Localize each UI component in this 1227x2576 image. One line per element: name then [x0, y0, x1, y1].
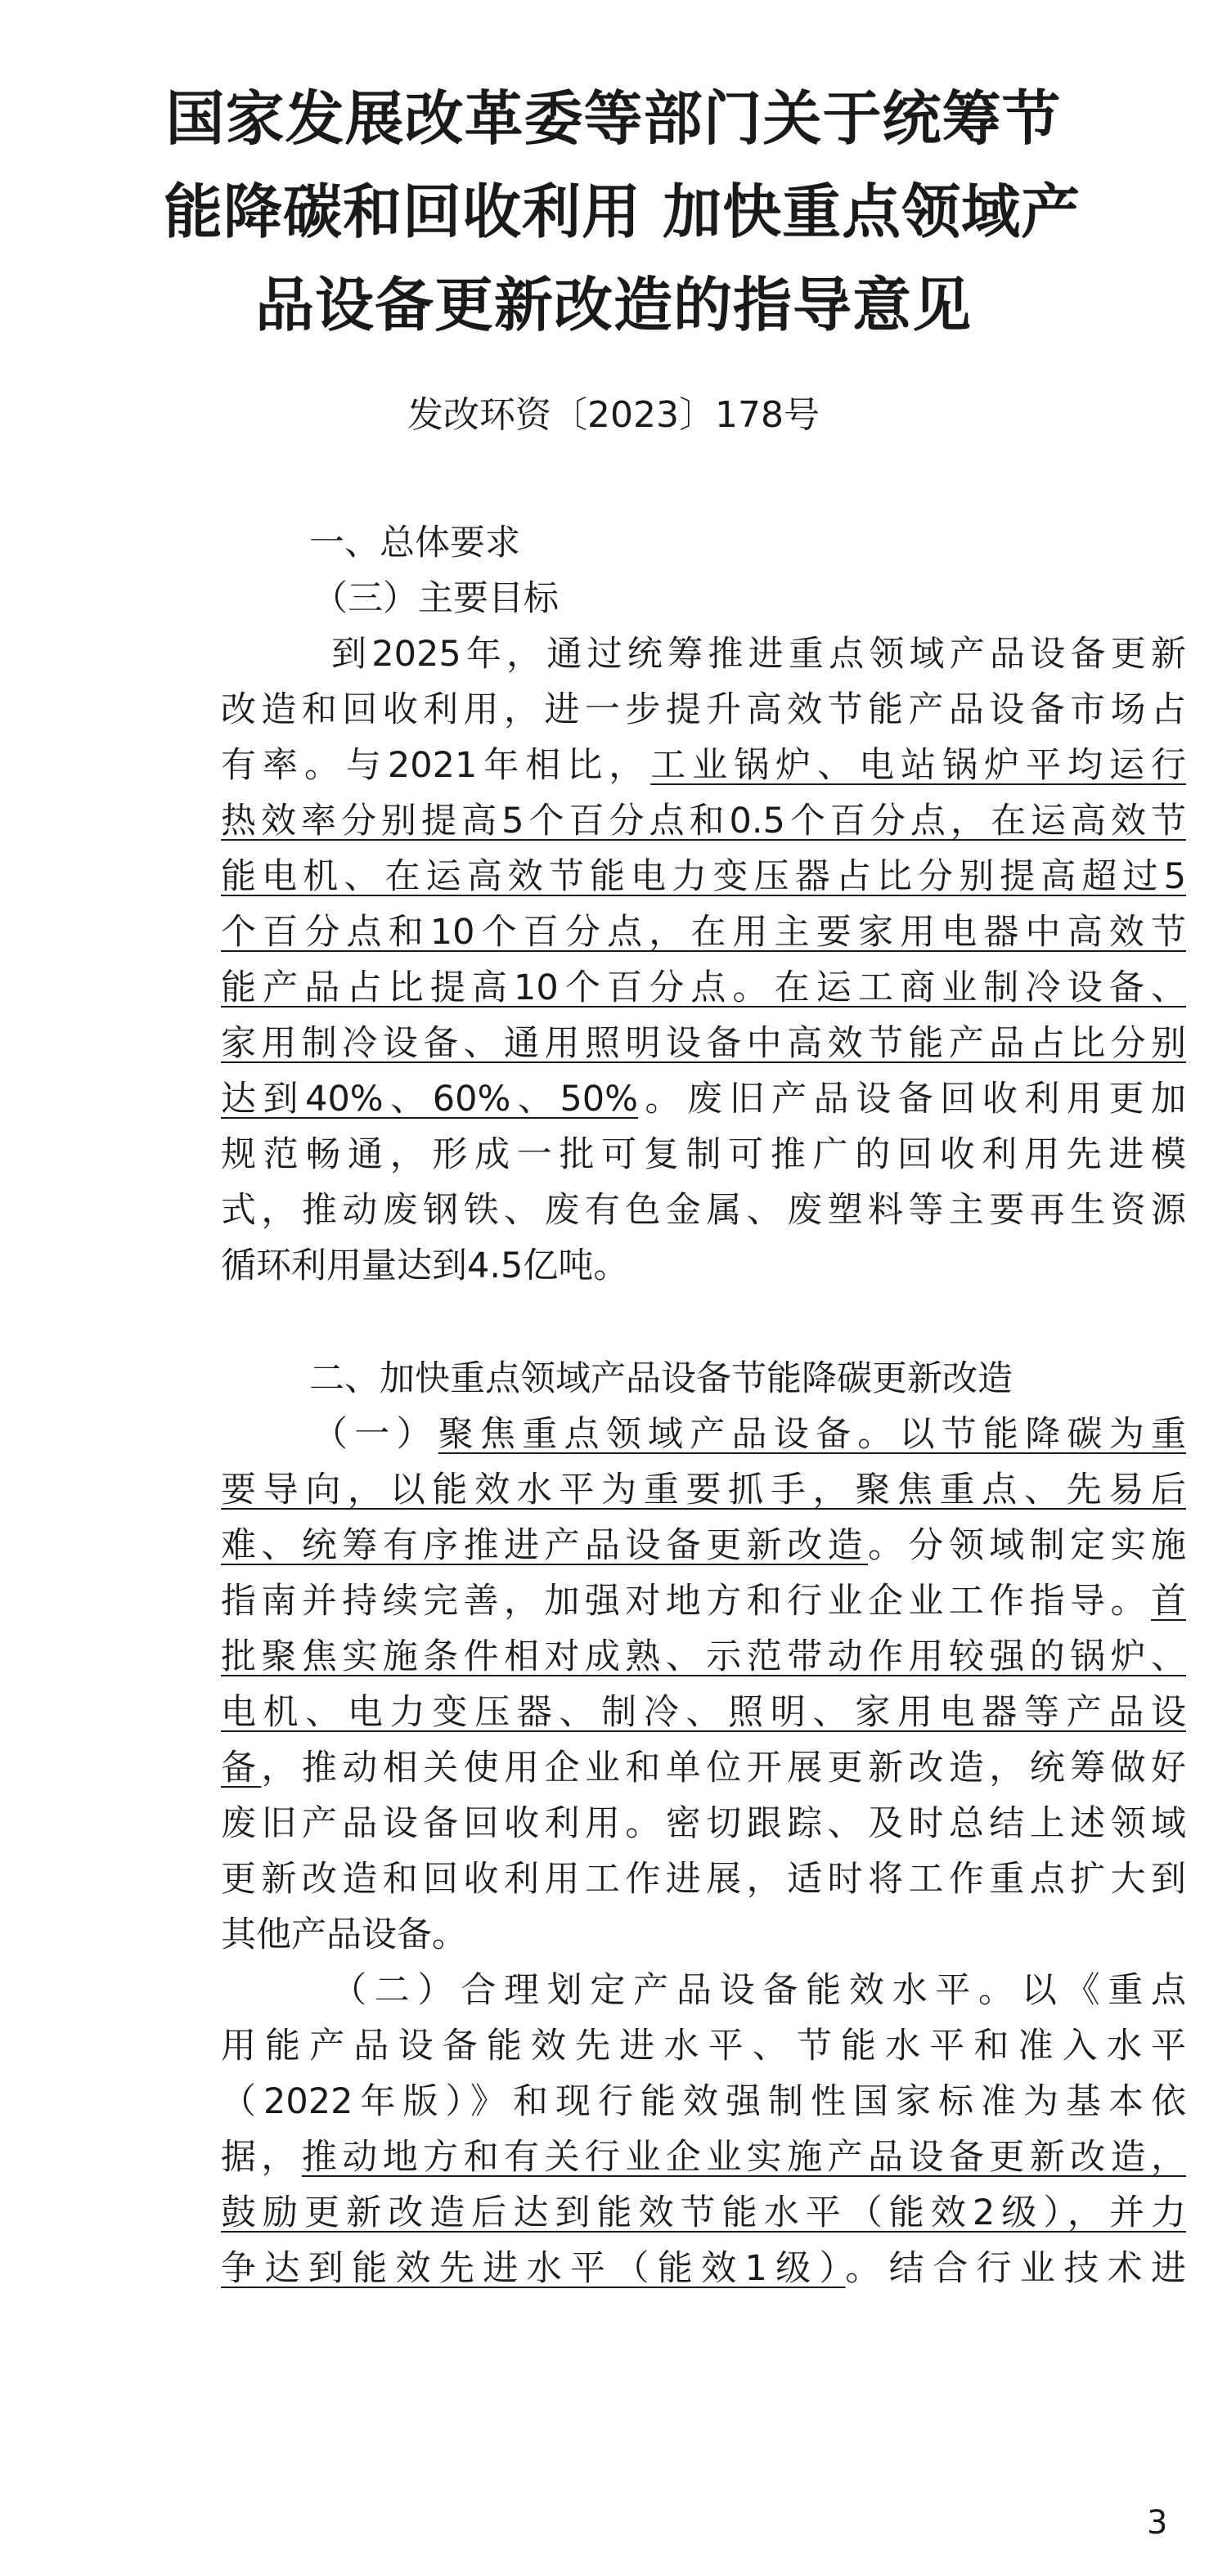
underlined-line: 个百分点和10个百分点，在用主要家用电器中高效节	[221, 912, 1186, 953]
paragraph-line: 规范畅通，形成一批可复制可推广的回收利用先进模	[221, 1134, 1186, 1175]
text-run: 据，	[221, 2137, 302, 2178]
underlined-text: 首	[1151, 1581, 1186, 1622]
paragraph-line: 到2025年，通过统筹推进重点领域产品设备更新	[331, 634, 1186, 675]
section-heading: 二、加快重点领域产品设备节能降碳更新改造	[309, 1358, 1013, 1399]
underlined-text: 备	[221, 1748, 262, 1788]
text-run: 有率。与2021年相比，	[221, 745, 651, 786]
paragraph-line	[221, 1740, 1186, 1796]
underlined-text: 达到40%、60%、50%	[221, 1079, 638, 1120]
document-number: 发改环资〔2023〕178号	[407, 394, 820, 436]
paragraph-line	[221, 738, 1186, 793]
text-run: 。分领域制定实施	[867, 1525, 1187, 1566]
underlined-text: 工业锅炉、电站锅炉平均运行	[650, 745, 1186, 786]
underlined-text: 难、统筹有序推进产品设备更新改造	[221, 1525, 868, 1566]
text-run: ，推动相关使用企业和单位开展更新改造，统筹做好	[261, 1748, 1187, 1788]
paragraph-line	[221, 2241, 1186, 2296]
paragraph-line: （2022年版）》和现行能效强制性国家标准为基本依	[221, 2081, 1186, 2122]
underlined-line: 热效率分别提高5个百分点和0.5个百分点，在运高效节	[221, 801, 1186, 841]
paragraph-line: 废旧产品设备回收利用。密切跟踪、及时总结上述领域	[221, 1803, 1186, 1844]
paragraph-line	[221, 1071, 1186, 1127]
paragraph-line	[221, 1518, 1186, 1573]
underlined-line: 家用制冷设备、通用照明设备中高效节能产品占比分别	[221, 1023, 1186, 1064]
text-run: 。废旧产品设备回收利用更加	[637, 1079, 1186, 1120]
document-title	[164, 72, 1081, 352]
underlined-text: 能产品占比提高10个百分点。	[221, 967, 775, 1008]
paragraph-line: 式，推动废钢铁、废有色金属、废塑料等主要再生资源	[221, 1190, 1186, 1231]
title-line-2: 能降碳和回收利用 加快重点领域产	[164, 177, 1081, 246]
underlined-line: 能电机、在运高效节能电力变压器占比分别提高超过5	[221, 856, 1186, 897]
underlined-text: 聚焦重点领域产品设备。以节能降碳为重	[438, 1414, 1186, 1455]
underlined-line: 电机、电力变压器、制冷、照明、家用电器等产品设	[221, 1692, 1186, 1733]
title-line-1: 国家发展改革委等部门关于统筹节	[165, 84, 1062, 153]
page-number: 3	[1147, 2504, 1168, 2542]
paragraph-line	[221, 2129, 1186, 2185]
paragraph-line: （二）合理划定产品设备能效水平。以《重点	[331, 1970, 1186, 2011]
underlined-line: 批聚焦实施条件相对成熟、示范带动作用较强的锅炉、	[221, 1636, 1186, 1677]
title-line-3: 品设备更新改造的指导意见	[254, 271, 972, 339]
paragraph-line	[221, 960, 1186, 1016]
underlined-text: 争达到能效先进水平（能效1级）	[221, 2248, 846, 2289]
document-body	[221, 515, 1186, 2296]
text-run: 。结合行业技术进	[845, 2248, 1187, 2289]
underlined-text: 推动地方和有关行业企业实施产品设备更新改造，	[301, 2137, 1187, 2178]
sub-heading: （三）主要目标	[312, 578, 559, 619]
paragraph-line	[221, 1407, 1186, 1462]
section-gap	[221, 1294, 1186, 1351]
paragraph-line: 改造和回收利用，进一步提升高效节能产品设备市场占	[221, 689, 1186, 730]
underlined-line: 要导向，以能效水平为重要抓手，聚焦重点、先易后	[221, 1470, 1186, 1510]
text-run: （一）	[312, 1414, 438, 1455]
paragraph-line: 其他产品设备。	[221, 1914, 467, 1955]
underlined-text: 在运工商业制冷设备、	[774, 967, 1186, 1008]
underlined-line: 鼓励更新改造后达到能效节能水平（能效2级），并力	[221, 2192, 1186, 2233]
paragraph-line: 循环利用量达到4.5亿吨。	[221, 1245, 629, 1286]
text-run: 指南并持续完善，加强对地方和行业企业工作指导。	[221, 1581, 1151, 1622]
paragraph-line: 用能产品设备能效先进水平、节能水平和准入水平	[221, 2026, 1186, 2067]
paragraph-line	[221, 1573, 1186, 1629]
section-heading: 一、总体要求	[309, 523, 520, 563]
paragraph-line: 更新改造和回收利用工作进展，适时将工作重点扩大到	[221, 1859, 1186, 1900]
